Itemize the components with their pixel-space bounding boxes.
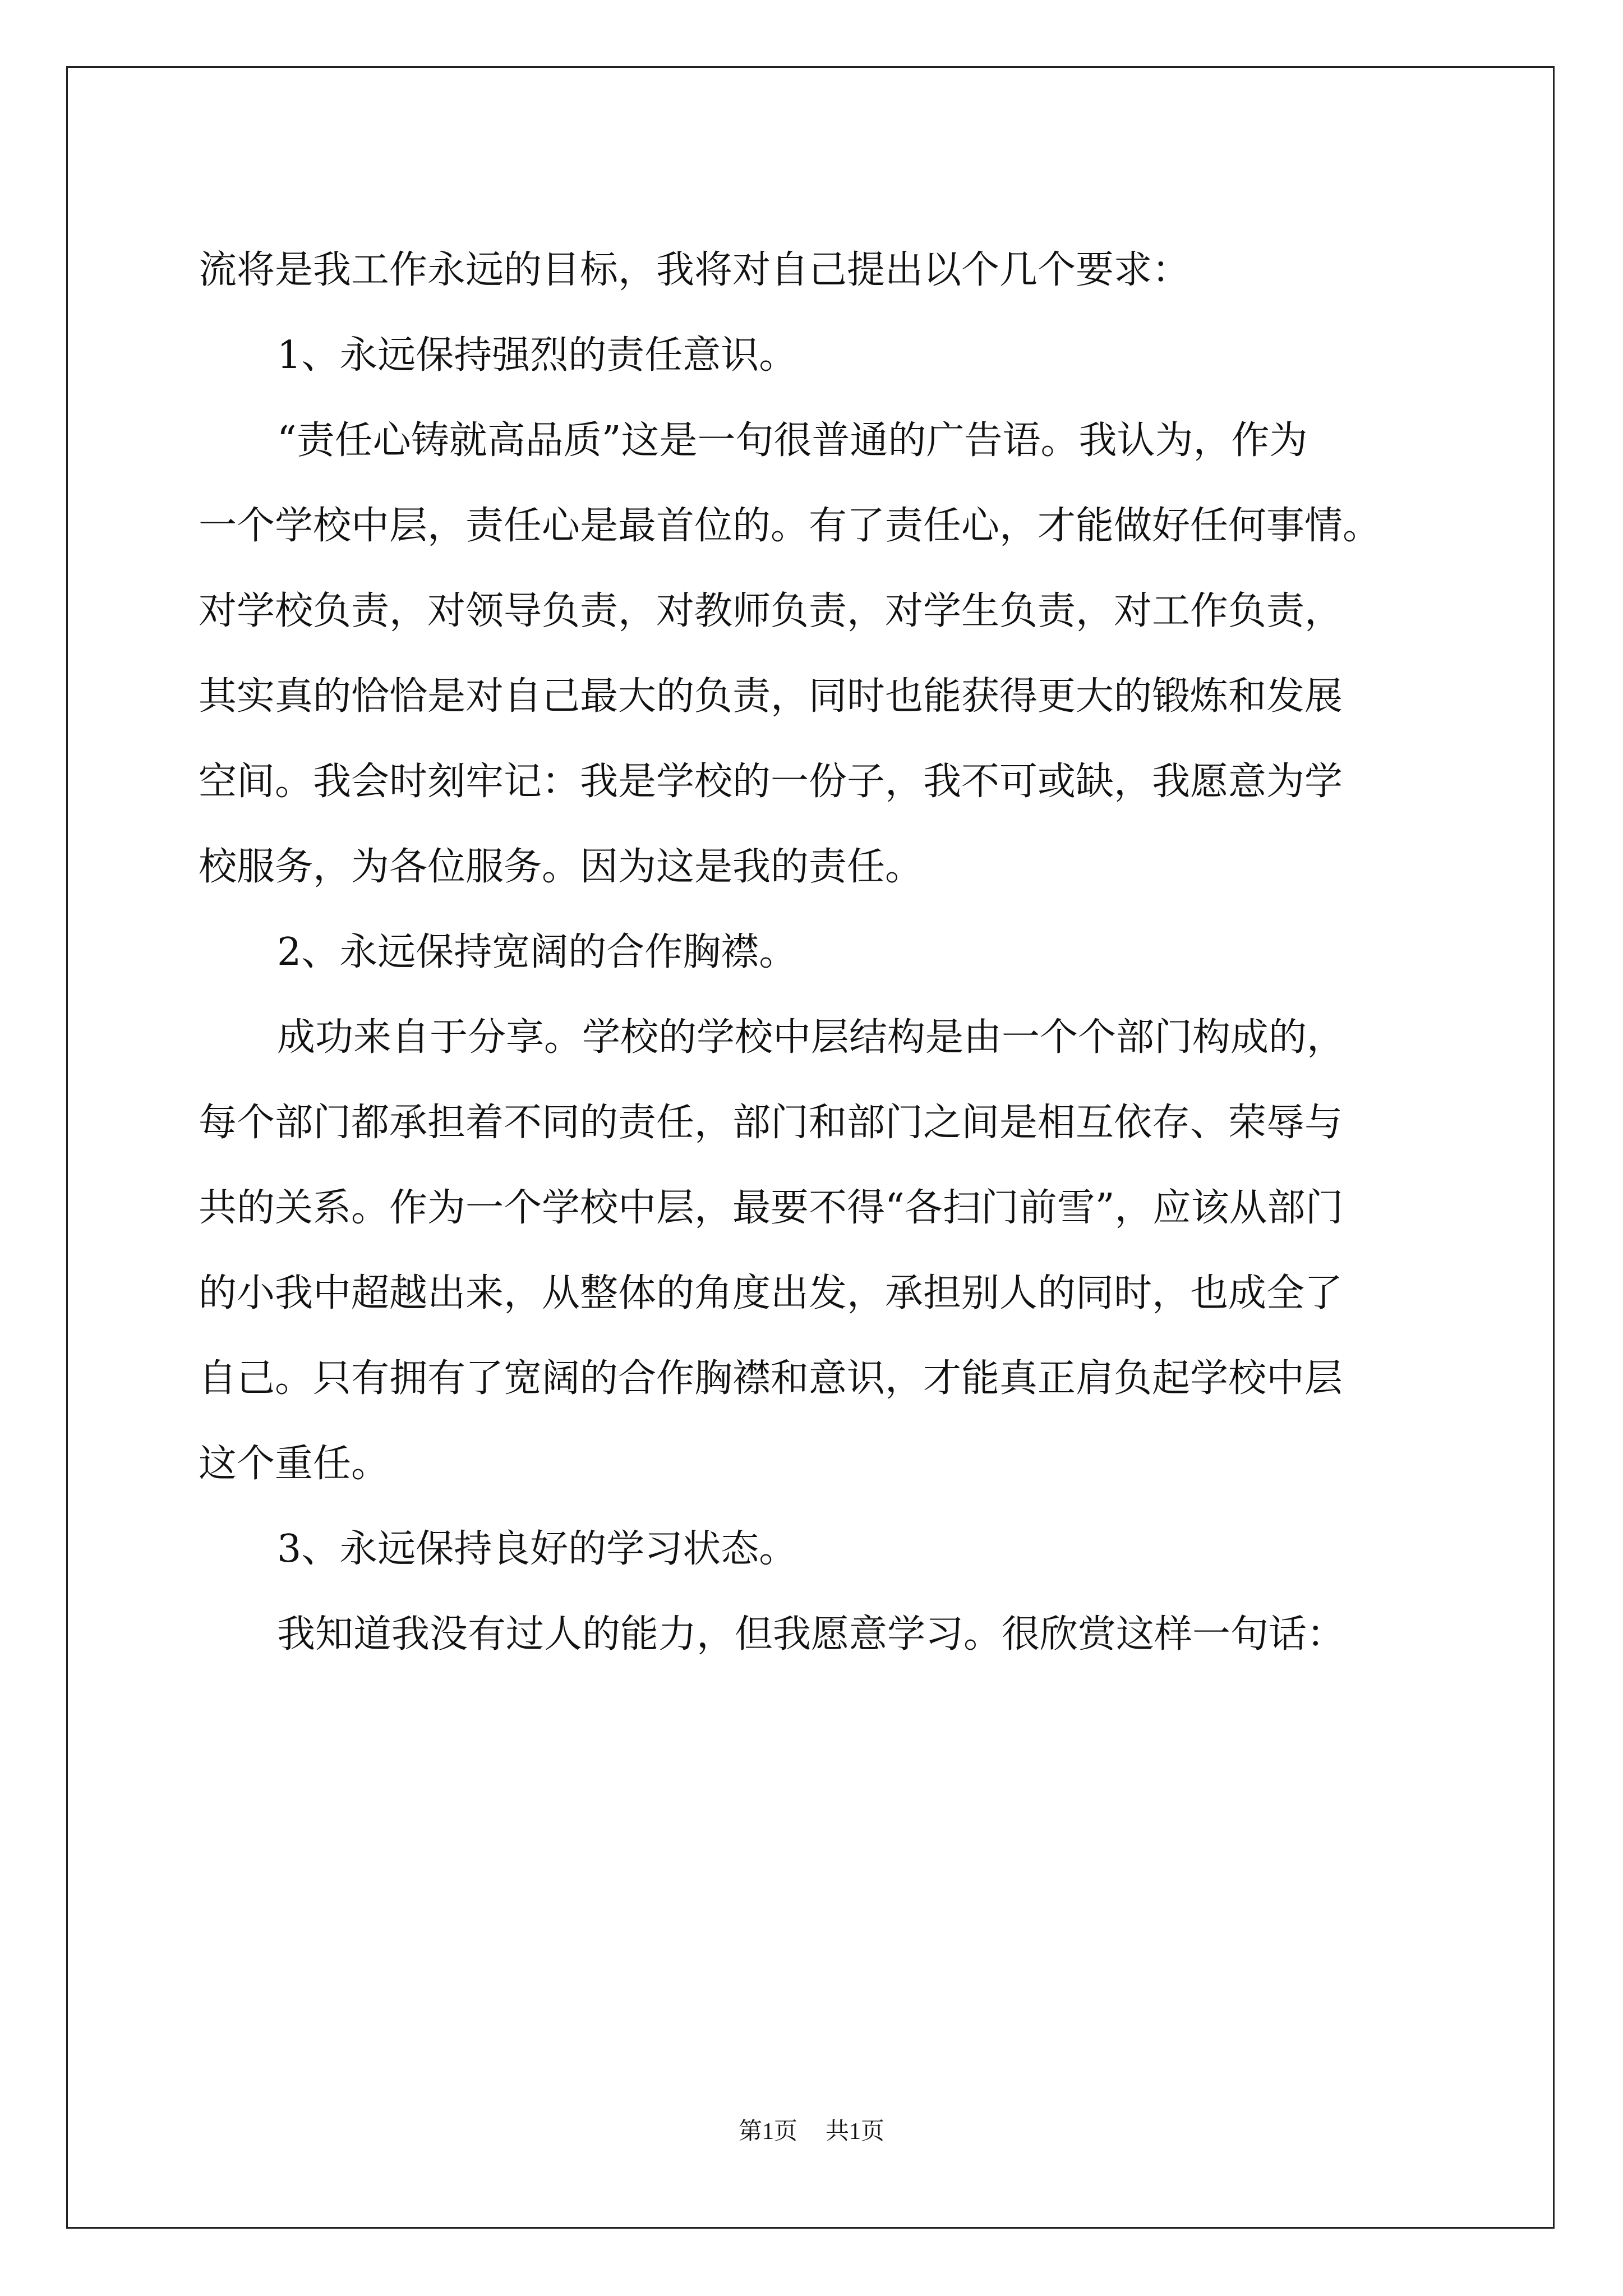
page-number-total: 共1页: [826, 2119, 885, 2145]
text-line: 的小我中超越出来，从整体的角度出发，承担别人的同时，也成全了: [199, 1271, 1343, 1315]
page-number-current: 第1页: [738, 2119, 797, 2145]
page-footer: [0, 2115, 1623, 2148]
document-body: [199, 228, 1432, 1677]
text-line: 自己。只有拥有了宽阔的合作胸襟和意识，才能真正肩负起学校中层: [199, 1356, 1343, 1401]
text-line: 对学校负责，对领导负责，对教师负责，对学生负责，对工作负责，: [199, 589, 1343, 633]
text-line: 校服务，为各位服务。因为这是我的责任。: [199, 845, 924, 889]
text-line: 空间。我会时刻牢记：我是学校的一份子，我不可或缺，我愿意为学: [199, 760, 1343, 804]
text-line: 这个重任。: [199, 1442, 390, 1486]
list-heading-1: 1、永远保持强烈的责任意识。: [277, 333, 797, 378]
list-heading-3: 3、永远保持良好的学习状态。: [277, 1527, 797, 1571]
text-line: “责任心铸就高品质”这是一句很普通的广告语。我认为，作为: [277, 418, 1308, 463]
text-line: 一个学校中层，责任心是最首位的。有了责任心，才能做好任何事情。: [199, 504, 1381, 548]
text-line: 我知道我没有过人的能力，但我愿意学习。很欣赏这样一句话：: [277, 1612, 1345, 1657]
text-line: 流将是我工作永远的目标，我将对自己提出以个几个要求：: [199, 248, 1191, 292]
text-line: 每个部门都承担着不同的责任，部门和部门之间是相互依存、荣辱与: [199, 1101, 1343, 1145]
text-line: 其实真的恰恰是对自己最大的负责，同时也能获得更大的锻炼和发展: [199, 674, 1343, 719]
list-heading-2: 2、永远保持宽阔的合作胸襟。: [277, 930, 797, 974]
text-line: 成功来自于分享。学校的学校中层结构是由一个个部门构成的，: [277, 1015, 1345, 1060]
text-line: 共的关系。作为一个学校中层，最要不得“各扫门前雪”，应该从部门: [199, 1186, 1344, 1230]
